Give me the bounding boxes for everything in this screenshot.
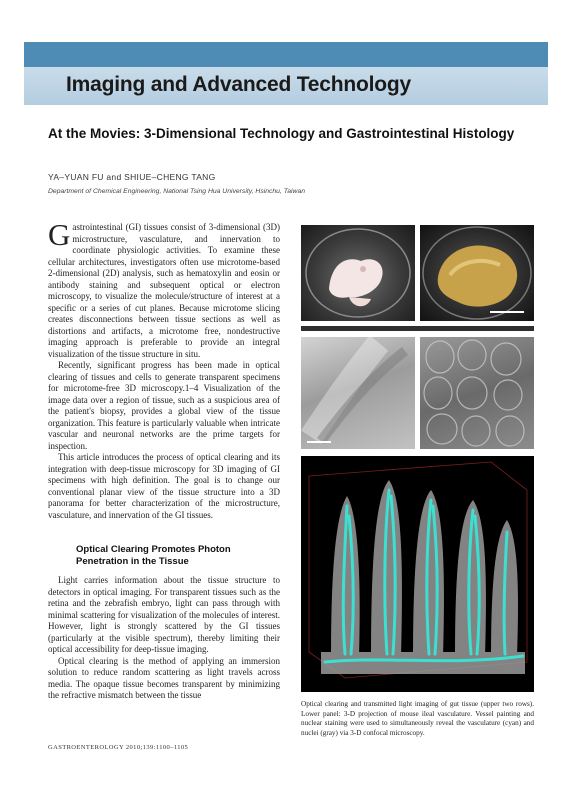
section-heading: Optical Clearing Promotes Photon Penetration in the Tissue xyxy=(76,544,231,567)
embryo-intact-image xyxy=(301,225,415,321)
paragraph-2: Recently, significant progress has been made in optical clearing of tissues and cells to generate transparent specimens for microtome-free 3D microscopy.1–4 Visualization of the image data over a region of tissue, such as a suspicious area of the patient's biopsy, provides a global view of the tissue organization. This feature is particularly valuable when intricate vascular and neuronal networks are the prime targets for inspection. xyxy=(48,360,280,451)
vasculature-3d-image xyxy=(301,456,534,692)
figure-photo-gut-section-a xyxy=(301,337,415,449)
journal-citation-footer: GASTROENTEROLOGY 2010;139:1100–1105 xyxy=(48,744,189,751)
figure-photo-embryo-intact xyxy=(301,225,415,321)
paragraph-1-text: astrointestinal (GI) tissues consist of 3-dimensional (3D) microstructure, vasculature, and innervation to coordinate physiologic activities. To examine these cellular architectures, investigators often use microtome-based 2-dimensional (2D) analysis, such as hematoxylin and eosin or antibody staining and subsequent optical or electron microscopy, to visualize the molecule/structure of interest at a specific or a series of cut planes. Because microtome slicing creates disconnections between tissue sections as well as distortions and artifacts, a microtome free, nondestructive imaging approach is preferable to provide an integral visualization of the tissue structure in situ. xyxy=(48,222,280,359)
article-title: At the Movies: 3-Dimensional Technology and Gastrointestinal Histology xyxy=(48,126,515,141)
figure-3d-vasculature xyxy=(301,456,534,692)
paragraph-3: This article introduces the process of optical clearing and its integration with deep-tissue microscopy for 3D imaging of GI specimens with high definition. The goal is to change our conventional planar view of the tissue structure into a 3D panorama for better characterization of the microstructure, vasculature, and innervation of the GI tissues. xyxy=(48,452,280,520)
author-line: YA–YUAN FU and SHIUE–CHENG TANG xyxy=(48,172,216,182)
header-band xyxy=(24,67,548,105)
drop-cap: G xyxy=(48,217,71,252)
header-band-top xyxy=(24,42,548,67)
paragraph-5: Optical clearing is the method of applying an immersion solution to reduce random scattering as light travels across media. The opaque tissue becomes transparent by minimizing the refractive mismatch between the tissue xyxy=(48,655,280,700)
figure-divider xyxy=(301,326,534,331)
paragraph-4: Light carries information about the tissue structure to detectors in optical imaging. For transparent tissues such as the retina and the zebrafish embryo, light can pass through with minimal scattering for visualization of the molecules of interest. However, light is strongly scattered by the GI tissues (particularly at the visible spectrum), thereby limiting their optical accessibility for deep-tissue imaging. xyxy=(48,575,280,654)
figure-photo-gut-section-b xyxy=(420,337,534,449)
body-column xyxy=(48,217,280,702)
figure-caption: Optical clearing and transmitted light imaging of gut tissue (upper two rows). Lower panel: 3-D projection of mouse ileal vasculature. Vessel painting and nuclear staining were used to simultaneously reveal the vasculature (cyan) and nuclei (gray) via 3-D confocal microscopy. xyxy=(301,700,534,737)
figure-photo-embryo-cleared xyxy=(420,225,534,321)
paragraph-1 xyxy=(48,217,280,360)
section-banner-title: Imaging and Advanced Technology xyxy=(66,73,412,96)
gut-section-b-image xyxy=(420,337,534,449)
affiliation-line: Department of Chemical Engineering, National Tsing Hua University, Hsinchu, Taiwan xyxy=(48,188,306,195)
embryo-cleared-image xyxy=(420,225,534,321)
gut-section-a-image xyxy=(301,337,415,449)
